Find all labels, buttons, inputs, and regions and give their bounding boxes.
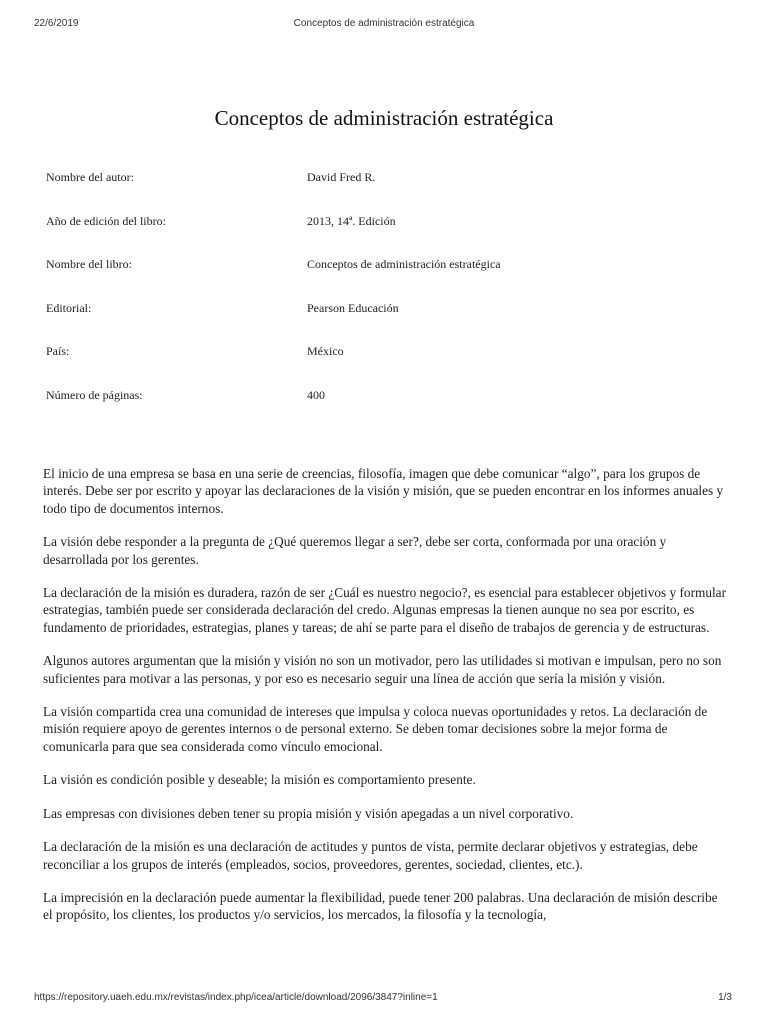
body-paragraph: La declaración de la misión es duradera, razón de ser ¿Cuál es nuestro negocio?, es esencial para establecer objetivos y formular estrategias, también puede ser considerada declaración del credo. Algunas empresas la tienen aunque no sea por escrito, es fundamento de prioridades, estrategias, planes y tareas; de ahí se parte para el diseño de trabajos de gerencia y de estructuras. bbox=[43, 585, 727, 635]
body-paragraph: El inicio de una empresa se basa en una serie de creencias, filosofía, imagen que debe comunicar “algo”, para los grupos de interés. Debe ser por escrito y apoyar las declaraciones de la visión y misión, que se pueden encontrar en los informes anuales y todo tipo de documentos internos. bbox=[43, 466, 724, 516]
page-number: 1/3 bbox=[718, 992, 732, 1003]
metadata-row-country bbox=[46, 344, 686, 388]
body-paragraph: Algunos autores argumentan que la misión y visión no son un motivador, pero las utilidades si motivan e impulsan, pero no son suficientes para motivar a las personas, y por eso es necesario seguir una línea de acción que sería la misión y visión. bbox=[43, 653, 722, 686]
body-paragraph: La imprecisión en la declaración puede aumentar la flexibilidad, puede tener 200 palabras. Una declaración de misión describe el propósito, los clientes, los productos y/o servicios, los mercados, la filosofía y la tecnología, bbox=[43, 889, 718, 923]
book-metadata-table bbox=[46, 170, 686, 432]
document-title: Conceptos de administración estratégica bbox=[214, 106, 554, 130]
metadata-value: 2013, 14ª. Edición bbox=[307, 213, 396, 228]
metadata-row-page-count bbox=[46, 388, 686, 432]
metadata-label: Editorial: bbox=[46, 300, 92, 315]
metadata-value: México bbox=[307, 344, 344, 359]
metadata-value: Pearson Educación bbox=[307, 300, 399, 315]
body-paragraph: La declaración de la misión es una declaración de actitudes y puntos de vista, permite declarar objetivos y estrategias, debe reconciliar a los grupos de interés (empleados, socios, proveedores, gerentes, sociedad, clientes, etc.). bbox=[43, 839, 698, 872]
metadata-label: País: bbox=[46, 344, 70, 359]
print-header bbox=[0, 18, 768, 32]
body-paragraph: La visión compartida crea una comunidad de intereses que impulsa y coloca nuevas oportunidades y retos. La declaración de misión requiere apoyo de gerentes internos o de personal externo. Se deben tomar decisiones sobre la mejor forma de comunicarla para que sea considerada como vínculo emocional. bbox=[43, 704, 708, 754]
metadata-row-author bbox=[46, 170, 686, 214]
metadata-label: Número de páginas: bbox=[46, 387, 143, 402]
metadata-row-book-name bbox=[46, 257, 686, 301]
body-paragraph: La visión es condición posible y deseable; la misión es comportamiento presente. bbox=[43, 772, 476, 788]
print-page-title: Conceptos de administración estratégica bbox=[293, 18, 475, 29]
body-paragraph: La visión debe responder a la pregunta de ¿Qué queremos llegar a ser?, debe ser corta, conformada por una oración y desarrollada por los gerentes. bbox=[43, 534, 667, 567]
print-date: 22/6/2019 bbox=[34, 18, 79, 29]
metadata-value: 400 bbox=[307, 387, 325, 402]
source-url: https://repository.uaeh.edu.mx/revistas/index.php/icea/article/download/2096/3847?inline=1 bbox=[34, 992, 438, 1003]
print-footer bbox=[0, 992, 768, 1006]
metadata-label: Nombre del autor: bbox=[46, 170, 134, 184]
metadata-row-publisher bbox=[46, 301, 686, 345]
metadata-value: Conceptos de administración estratégica bbox=[307, 257, 501, 272]
body-paragraph: Las empresas con divisiones deben tener su propia misión y visión apegadas a un nivel corporativo. bbox=[43, 805, 574, 821]
metadata-label: Año de edición del libro: bbox=[46, 213, 166, 228]
metadata-label: Nombre del libro: bbox=[46, 257, 132, 272]
article-body bbox=[43, 465, 728, 940]
metadata-value: David Fred R. bbox=[307, 170, 376, 184]
metadata-row-edition-year bbox=[46, 214, 686, 258]
